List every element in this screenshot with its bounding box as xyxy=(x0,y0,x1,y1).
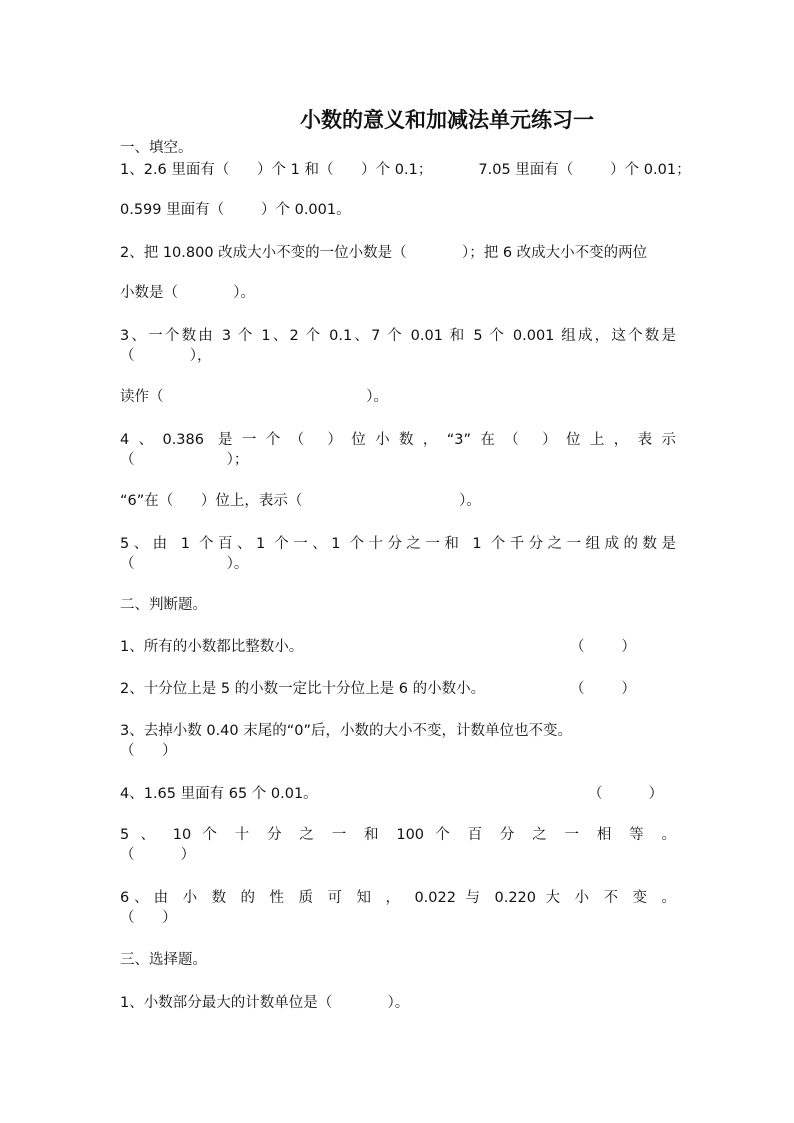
fill-q1-line2: 0.599 里面有（ ）个 0.001。 xyxy=(120,202,351,218)
judge-q2-answer-paren: （ ） xyxy=(570,681,636,697)
choice-q1: 1、小数部分最大的计数单位是（ ）。 xyxy=(120,995,410,1011)
fill-q2-line2: 小数是（ ）。 xyxy=(120,285,256,301)
fill-q5-line1: 5、由 1 个百、1 个一、1 个十分之一和 1 个千分之一组成的数是 xyxy=(120,536,676,552)
fill-q5-line1-paren: （ ）。 xyxy=(120,556,249,572)
judge-q5-answer-paren: （ ） xyxy=(120,847,196,863)
fill-q2-line1: 2、把 10.800 改成大小不变的一位小数是（ ）；把 6 改成大小不变的两位 xyxy=(120,245,648,261)
fill-q4-line1-paren: （ ）； xyxy=(120,452,249,468)
fill-q1-line1: 1、2.6 里面有（ ）个 1 和（ ）个 0.1； 7.05 里面有（ ）个 0.01； xyxy=(120,162,691,178)
judge-q1-answer-paren: （ ） xyxy=(570,639,636,655)
fill-q3-line2: 读作（ ）。 xyxy=(120,389,389,405)
fill-q4-line1: 4、0.386 是一个（ ）位小数，“3”在（ ）位上，表示 xyxy=(120,432,676,448)
fill-q3-line1: 3、一个数由 3 个 1、2 个 0.1、7 个 0.01 和 5 个 0.001 组成，这个数是 xyxy=(120,328,676,344)
fill-q3-line1-paren: （ ）， xyxy=(120,348,212,364)
judge-q1: 1、所有的小数都比整数小。 xyxy=(120,639,304,655)
page-title: 小数的意义和加减法单元练习一 xyxy=(300,107,594,132)
section-fill-heading: 一、填空。 xyxy=(120,140,193,156)
judge-q3-answer-paren: （ ） xyxy=(120,743,177,759)
section-choice-heading: 三、选择题。 xyxy=(120,952,207,968)
section-judge-heading: 二、判断题。 xyxy=(120,597,207,613)
judge-q6-answer-paren: （ ） xyxy=(120,910,177,926)
judge-q5: 5 、 10 个 十 分 之 一 和 100 个 百 分 之 一 相 等 。 xyxy=(120,827,676,843)
judge-q6: 6、由 小 数 的 性 质 可 知 ， 0.022 与 0.220 大 小 不 变 。 xyxy=(120,890,676,906)
judge-q4: 4、1.65 里面有 65 个 0.01。 xyxy=(120,786,318,802)
fill-q4-line2: “6”在（ ）位上，表示（ ）。 xyxy=(120,493,481,509)
judge-q4-answer-paren: （ ） xyxy=(588,786,664,802)
judge-q2: 2、十分位上是 5 的小数一定比十分位上是 6 的小数小。 xyxy=(120,681,486,697)
judge-q3: 3、去掉小数 0.40 末尾的“0”后，小数的大小不变，计数单位也不变。 xyxy=(120,723,572,739)
